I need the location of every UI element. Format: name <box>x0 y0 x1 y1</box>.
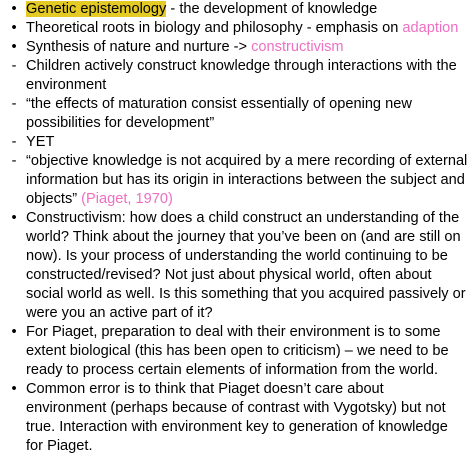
highlighted-term: Genetic epistemology <box>26 1 167 17</box>
citation: (Piaget, 1970) <box>81 191 173 207</box>
bullet-marker: • <box>11 324 17 340</box>
item-text: Synthesis of nature and nurture -> <box>26 39 252 55</box>
list-item <box>6 95 468 133</box>
dash-marker: - <box>11 96 17 112</box>
quote-text: “the effects of maturation consist essentially of opening new possibilities for development” <box>26 96 412 131</box>
item-text: For Piaget, preparation to deal with their environment is to some extent biological (this has been open to criticism) – we need to be ready to process certain elements of information from the world. <box>26 324 449 378</box>
item-text: YET <box>26 134 55 150</box>
list-item <box>6 0 468 19</box>
list-item <box>6 57 468 95</box>
item-text: - the development of knowledge <box>166 1 378 17</box>
item-text: Theoretical roots in biology and philosophy - emphasis on <box>26 20 403 36</box>
item-text: Constructivism: how does a child construct an understanding of the world? Think about the journey that you’ve been on (and are still on now). Is your process of understanding the world continuing to be constructed/revised? Not just about physical world, often about social world as well. Is this something that you acquired passively or were you an active part of it? <box>26 210 466 321</box>
list-item <box>6 19 468 38</box>
bullet-marker: • <box>11 20 17 36</box>
pink-keyword: constructivism <box>251 39 344 55</box>
list-item <box>6 323 468 380</box>
list-item <box>6 152 468 209</box>
bullet-marker: • <box>11 381 17 397</box>
list-item <box>6 209 468 323</box>
pink-keyword: adaption <box>402 20 459 36</box>
list-item <box>6 133 468 152</box>
list-item <box>6 38 468 57</box>
dash-marker: - <box>11 58 17 74</box>
dash-marker: - <box>11 134 17 150</box>
bullet-marker: • <box>11 1 17 17</box>
item-text: Children actively construct knowledge through interactions with the environment <box>26 58 457 93</box>
list-item <box>6 380 468 456</box>
bullet-marker: • <box>11 210 17 226</box>
dash-marker: - <box>11 153 17 169</box>
item-text: Common error is to think that Piaget doesn’t care about environment (perhaps because of contrast with Vygotsky) but not true. Interaction with environment key to generation of knowledge for Piaget. <box>26 381 448 454</box>
quote-text: “objective knowledge is not acquired by a mere recording of external information but has its origin in interactions between the subject and objects” <box>26 153 468 207</box>
bullet-marker: • <box>11 39 17 55</box>
